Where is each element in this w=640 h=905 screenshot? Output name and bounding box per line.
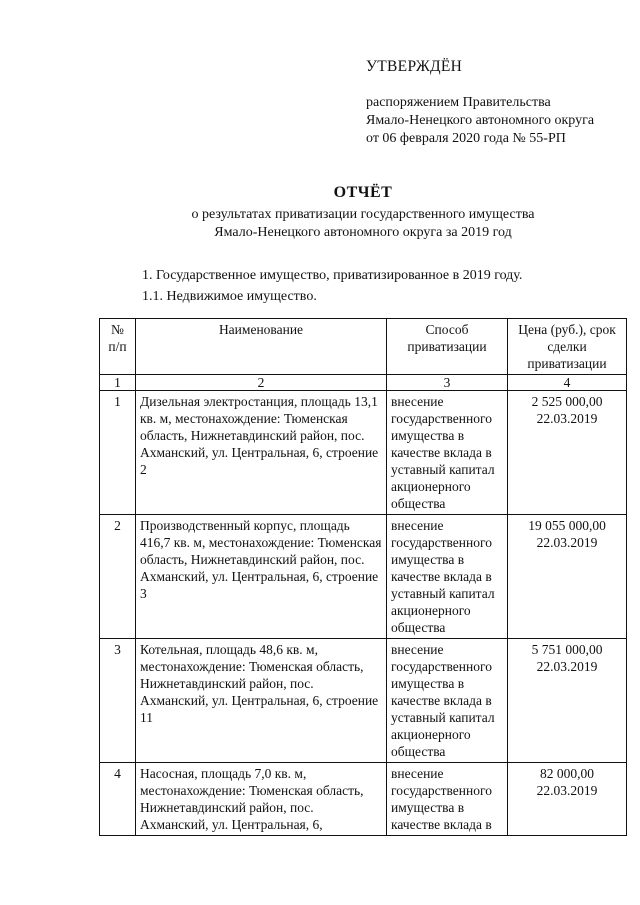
approval-line-3: от 06 февраля 2020 года № 55-РП [366,131,566,146]
table-row [100,515,627,639]
column-number: 1 [100,375,136,391]
deal-date: 22.03.2019 [536,659,598,674]
property-name: Производственный корпус, площадь 416,7 кв. м, местонахождение: Тюменская область, Нижнетавдинский район, пос. Ахманский, ул. Центральная, 6, строение 3 [136,515,387,639]
column-number-row [100,375,627,391]
price-cell [508,391,627,515]
deal-date: 22.03.2019 [536,411,598,426]
privatization-method: внесение государственного имущества в качестве вклада в уставный капитал акционерного общества [387,391,508,515]
row-number: 1 [100,391,136,515]
price-cell [508,515,627,639]
row-number: 3 [100,639,136,763]
deal-date: 22.03.2019 [536,783,598,798]
price-value: 19 055 000,00 [528,518,606,533]
section-heading-1-1: 1.1. Недвижимое имущество. [142,289,317,304]
column-number: 2 [136,375,387,391]
header-num: № п/п [100,319,136,375]
column-number: 3 [387,375,508,391]
table-header-row [100,319,627,375]
report-subtitle-1: о результатах приватизации государственного имущества [191,207,535,222]
row-number: 4 [100,763,136,836]
price-value: 5 751 000,00 [531,642,603,657]
property-name: Насосная, площадь 7,0 кв. м, местонахождение: Тюменская область, Нижнетавдинский район, пос. Ахманский, ул. Центральная, 6, [136,763,387,836]
approval-line-2: Ямало-Ненецкого автономного округа [366,113,595,128]
row-number: 2 [100,515,136,639]
price-cell [508,639,627,763]
table-row [100,391,627,515]
privatization-method: внесение государственного имущества в качестве вклада в [387,763,508,836]
report-title-block [0,184,640,242]
price-cell [508,763,627,836]
property-table [99,318,627,836]
report-subtitle-2: Ямало-Ненецкого автономного округа за 2019 год [214,225,512,240]
privatization-method: внесение государственного имущества в качестве вклада в уставный капитал акционерного общества [387,639,508,763]
report-title: ОТЧЁТ [333,184,393,201]
property-name: Дизельная электростанция, площадь 13,1 кв. м, местонахождение: Тюменская область, Нижнетавдинский район, пос. Ахманский, ул. Центральная, 6, строение 2 [136,391,387,515]
header-method: Способ приватизации [387,319,508,375]
approval-stamp: УТВЕРЖДЁН [366,58,463,75]
column-number: 4 [508,375,627,391]
approval-line-1: распоряжением Правительства [366,95,551,110]
table-row [100,639,627,763]
deal-date: 22.03.2019 [536,535,598,550]
privatization-method: внесение государственного имущества в качестве вклада в уставный капитал акционерного общества [387,515,508,639]
header-price: Цена (руб.), срок сделки приватизации [508,319,627,375]
table-row [100,763,627,836]
price-value: 82 000,00 [540,766,594,781]
price-value: 2 525 000,00 [531,394,603,409]
section-heading-1: 1. Государственное имущество, приватизированное в 2019 году. [142,268,523,283]
approval-block [366,58,634,148]
header-name: Наименование [136,319,387,375]
property-name: Котельная, площадь 48,6 кв. м, местонахождение: Тюменская область, Нижнетавдинский район, пос. Ахманский, ул. Центральная, 6, строение 11 [136,639,387,763]
